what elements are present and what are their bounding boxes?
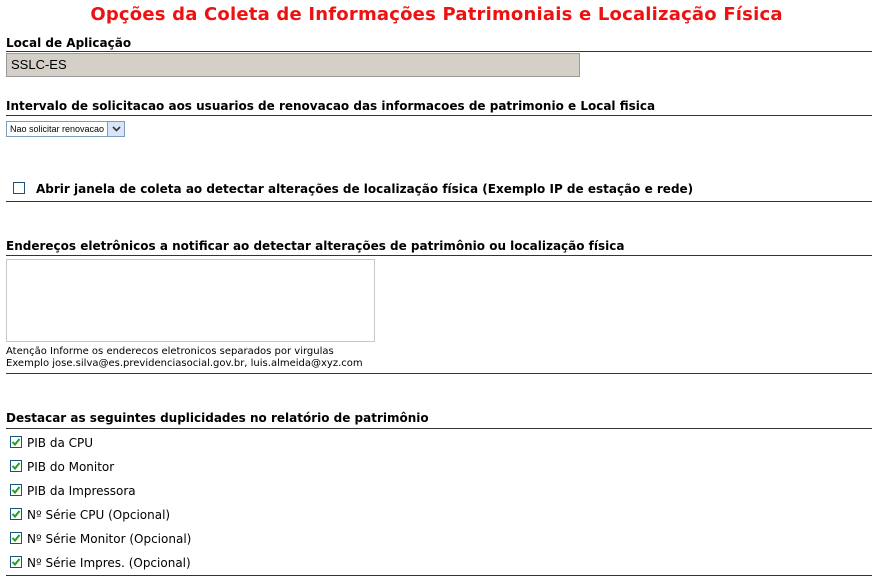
enderecos-hint: Atenção Informe os enderecos eletronicos separados por virgulas [6,346,334,357]
divider [6,428,872,429]
local-aplicacao-label: Local de Aplicação [6,36,132,50]
enderecos-label: Endereços eletrônicos a notificar ao detectar alterações de patrimônio ou localização física [6,239,625,253]
duplicidades-label: Destacar as seguintes duplicidades no relatório de patrimônio [6,411,429,425]
serie-monitor-checkbox[interactable] [10,532,22,544]
pib-monitor-label: PIB do Monitor [27,460,115,474]
checkmark-icon [11,461,21,471]
serie-impressora-checkbox[interactable] [10,556,22,568]
checkmark-icon [11,533,21,543]
divider [6,115,872,116]
serie-monitor-label: Nº Série Monitor (Opcional) [27,532,192,546]
enderecos-textarea[interactable] [6,259,375,342]
intervalo-select[interactable] [6,121,125,137]
chevron-down-icon[interactable] [107,122,124,136]
divider [6,201,872,202]
intervalo-label: Intervalo de solicitacao aos usuarios de renovacao das informacoes de patrimonio e Local fisica [6,99,656,113]
abrir-janela-checkbox[interactable] [13,182,25,194]
checkmark-icon [11,485,21,495]
checkmark-icon [11,437,21,447]
pib-monitor-checkbox[interactable] [10,460,22,472]
abrir-janela-label: Abrir janela de coleta ao detectar alterações de localização física (Exemplo IP de estação e rede) [36,182,694,196]
divider [6,255,872,256]
local-aplicacao-field[interactable]: SSLC-ES [6,53,580,77]
pib-impressora-label: PIB da Impressora [27,484,136,498]
intervalo-select-value: Nao solicitar renovacao [10,124,105,134]
pib-cpu-checkbox[interactable] [10,436,22,448]
serie-cpu-checkbox[interactable] [10,508,22,520]
enderecos-example: Exemplo jose.silva@es.previdenciasocial.gov.br, luis.almeida@xyz.com [6,358,363,369]
page-title: Opções da Coleta de Informações Patrimoniais e Localização Física [90,4,783,25]
divider [6,373,872,374]
checkmark-icon [11,557,21,567]
divider [6,575,872,576]
serie-impressora-label: Nº Série Impres. (Opcional) [27,556,191,570]
checkmark-icon [11,509,21,519]
divider [6,51,872,52]
serie-cpu-label: Nº Série CPU (Opcional) [27,508,171,522]
pib-impressora-checkbox[interactable] [10,484,22,496]
pib-cpu-label: PIB da CPU [27,436,94,450]
